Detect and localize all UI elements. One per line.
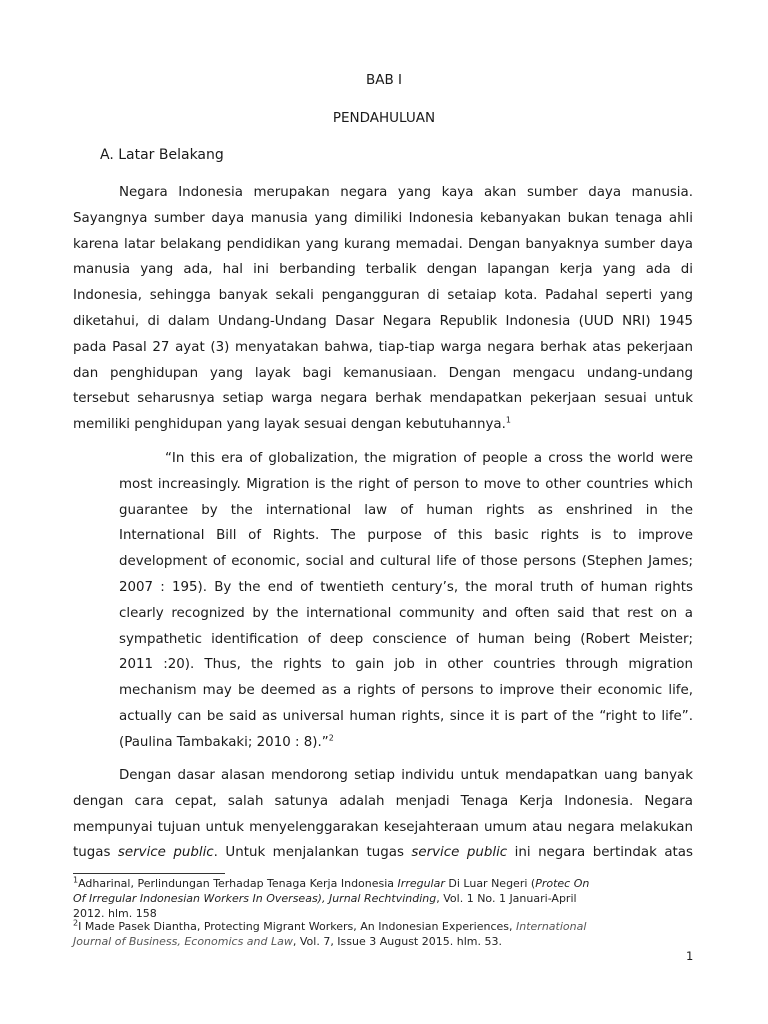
paragraph-line: Indonesia, sehingga banyak sekali pengangguran di setaiap kota. Padahal seperti yang	[73, 288, 693, 304]
footnote-separator	[73, 873, 225, 874]
footnote-2	[73, 919, 698, 949]
quote-line-text: (Paulina Tambakaki; 2010 : 8).”	[119, 734, 329, 750]
footnote-line: 2012. hlm. 158	[73, 907, 157, 920]
footnote-text: Adharinal, Perlindungan Terhadap Tenaga Kerja Indonesia	[78, 877, 398, 890]
footnote-number: 2	[73, 918, 79, 928]
footnote-line	[73, 876, 698, 891]
text-run: ini negara bertindak atas	[507, 845, 693, 861]
block-quote	[119, 446, 693, 756]
paragraph-line: manusia yang ada, hal ini berbanding terbalik dengan lapangan kerja yang ada di	[73, 262, 693, 278]
footnote-line	[73, 891, 698, 906]
footnote-text: Di Luar Negeri (	[444, 877, 536, 890]
paragraph-line: dan penghidupan yang layak bagi kemanusiaan. Dengan mengacu undang-undang	[73, 365, 693, 381]
footnote-line	[73, 919, 698, 934]
section-title: A. Latar Belakang	[100, 147, 224, 163]
chapter-number-text: BAB I	[365, 72, 403, 88]
quote-line: clearly recognized by the international community and often said that rest on a	[119, 605, 693, 621]
footnote-ref-2[interactable]: 2	[328, 733, 334, 743]
paragraph-line: mempunyai tujuan untuk menyelenggarakan kesejahteraan umum atau negara melakukan	[73, 819, 693, 835]
quote-line: actually can be said as universal human rights, since it is part of the “right to life”.	[119, 708, 693, 724]
paragraph-line: pada Pasal 27 ayat (3) menyatakan bahwa, tiap-tiap warga negara berhak atas pekerjaan	[73, 339, 693, 355]
paragraph-line: tersebut seharusnya setiap warga negara berhak mendapatkan pekerjaan sesuai untuk	[73, 391, 693, 407]
footnote-text: , Vol. 7, Issue 3 August 2015. hlm. 53.	[292, 935, 502, 948]
paragraph-line: Sayangnya sumber daya manusia yang dimiliki Indonesia kebanyakan bukan tenaga ahli	[73, 210, 693, 226]
quote-line: 2011 :20). Thus, the rights to gain job in other countries through migration	[119, 657, 693, 673]
footnote-ref-1[interactable]: 1	[505, 415, 511, 425]
paragraph-line: karena latar belakang pendidikan yang kurang memadai. Dengan banyaknya sumber daya	[73, 236, 693, 252]
quote-line: International Bill of Rights. The purpose of this basic rights is to improve	[119, 528, 693, 544]
footnote-italic: Irregular	[397, 877, 445, 890]
chapter-number	[0, 72, 768, 88]
paragraph-line	[73, 840, 693, 866]
paragraph-line: Negara Indonesia merupakan negara yang kaya akan sumber daya manusia.	[119, 185, 693, 200]
quote-line: sympathetic identification of deep conscience of human being (Robert Meister;	[119, 631, 693, 647]
quote-line: guarantee by the international law of human rights as enshrined in the	[119, 502, 693, 518]
italic-term: service public	[117, 845, 214, 861]
quote-line: most increasingly. Migration is the right of person to move to other countries which	[119, 476, 693, 492]
footnote-1	[73, 876, 698, 921]
page-number: 1	[686, 949, 694, 963]
footnote-italic: Protec On	[535, 877, 590, 890]
paragraph-line-text: memiliki penghidupan yang layak sesuai dengan kebutuhannya.	[73, 417, 506, 433]
paragraph-2	[73, 763, 693, 866]
paragraph-line: dengan cara cepat, salah satunya adalah menjadi Tenaga Kerja Indonesia. Negara	[73, 793, 693, 809]
chapter-title	[0, 110, 768, 126]
footnote-number: 1	[73, 875, 79, 885]
paragraph-line	[73, 412, 693, 438]
footnote-italic: International	[516, 920, 587, 933]
quote-line	[119, 730, 693, 756]
quote-line: 2007 : 195). By the end of twentieth century’s, the moral truth of human rights	[119, 579, 693, 595]
chapter-title-text: PENDAHULUAN	[332, 110, 436, 126]
italic-term: service public	[411, 845, 508, 861]
footnote-text: , Vol. 1 No. 1 Januari-April	[436, 892, 577, 905]
quote-line: development of economic, social and cultural life of those persons (Stephen James;	[119, 554, 693, 570]
footnote-text: I Made Pasek Diantha, Protecting Migrant Workers, An Indonesian Experiences,	[78, 920, 516, 933]
paragraph-1	[73, 180, 693, 438]
paragraph-line: Dengan dasar alasan mendorong setiap individu untuk mendapatkan uang banyak	[119, 768, 693, 783]
text-run: tugas	[73, 845, 118, 861]
footnote-italic: Of Irregular Indonesian Workers In Overseas), Jurnal Rechtvinding	[73, 892, 437, 905]
footnote-italic: Journal of Business, Economics and Law	[73, 935, 293, 948]
quote-line: “In this era of globalization, the migration of people a cross the world were	[165, 451, 693, 466]
footnote-line	[73, 934, 698, 949]
quote-line: mechanism may be deemed as a rights of persons to improve their economic life,	[119, 683, 693, 699]
paragraph-line: diketahui, di dalam Undang-Undang Dasar Negara Republik Indonesia (UUD NRI) 1945	[73, 313, 693, 329]
text-run: . Untuk menjalankan tugas	[213, 845, 412, 861]
